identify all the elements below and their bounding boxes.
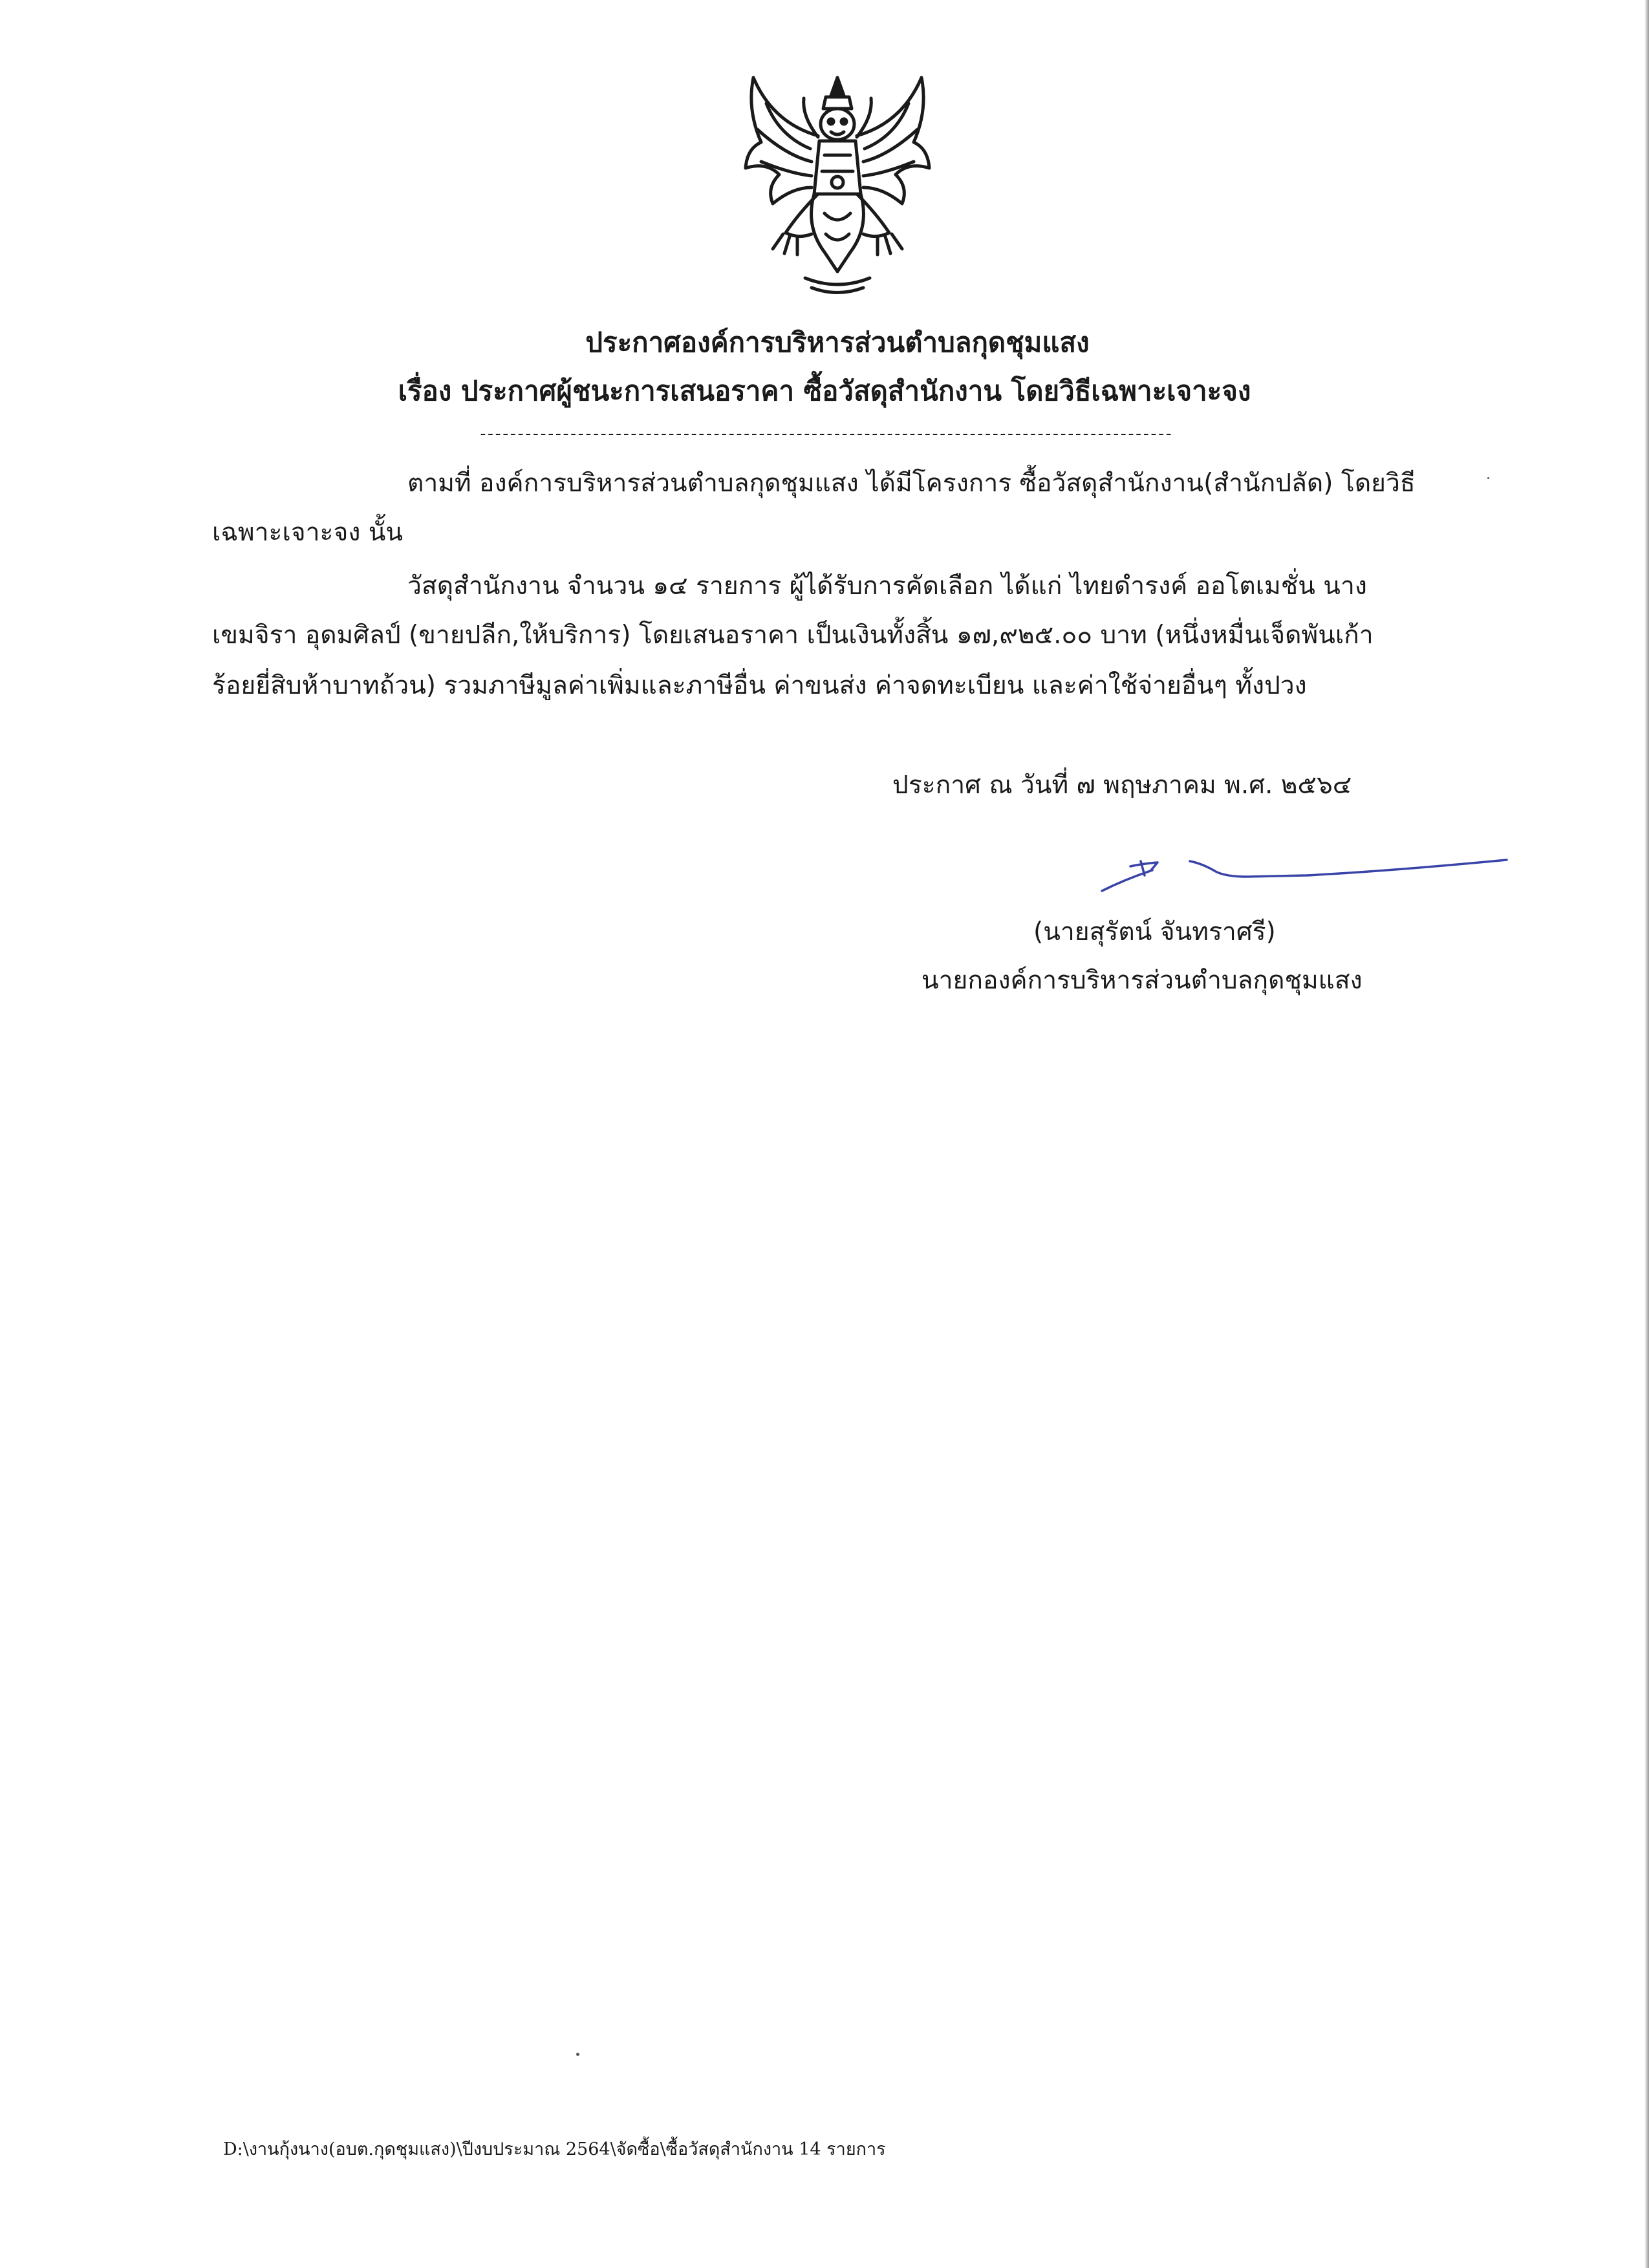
signatory-position: นายกองค์การบริหารส่วนตำบลกุดชุมแสง: [921, 966, 1363, 995]
garuda-emblem-icon: [727, 65, 947, 297]
paragraph-1-line-2: เฉพาะเจาะจง นั้น: [212, 518, 404, 547]
paragraph-1-line-1: ตามที่ องค์การบริหารส่วนตำบลกุดชุมแสง ได้มีโครงการ ซื้อวัสดุสำนักงาน(สำนักปลัด) โดยวิธี: [407, 469, 1416, 498]
announcement-title: ประกาศองค์การบริหารส่วนตำบลกุดชุมแสง: [585, 326, 1090, 358]
scan-speck: [1487, 477, 1489, 479]
paragraph-2-line-2: เขมจิรา อุดมศิลป์ (ขายปลีก,ให้บริการ) โดยเสนอราคา เป็นเงินทั้งสิ้น ๑๗,๙๒๕.๐๐ บาท (หนึ่งหมื่นเจ็ดพันเก้า: [212, 621, 1374, 650]
handwritten-signature: [1093, 847, 1520, 899]
paragraph-2-line-1: วัสดุสำนักงาน จำนวน ๑๔ รายการ ผู้ได้รับการคัดเลือก ได้แก่ ไทยดำรงค์ ออโตเมชั่น นาง: [407, 572, 1367, 601]
scan-speck: [576, 2053, 579, 2056]
paragraph-2-line-3: ร้อยยี่สิบห้าบาทถ้วน) รวมภาษีมูลค่าเพิ่มและภาษีอื่น ค่าขนส่ง ค่าจดทะเบียน และค่าใช้จ่ายอื่นๆ ทั้งปวง: [212, 671, 1307, 700]
signatory-name: (นายสุรัตน์ จันทราศรี): [1033, 917, 1276, 947]
announcement-date: ประกาศ ณ วันที่ ๗ พฤษภาคม พ.ศ. ๒๕๖๔: [892, 771, 1352, 800]
file-path-footer: D:\งานกุ้งนาง(อบต.กุดชุมแสง)\ปีงบประมาณ 2564\จัดซื้อ\ซื้อวัสดุสำนักงาน 14 รายการ: [223, 2139, 886, 2159]
announcement-subject: เรื่อง ประกาศผู้ชนะการเสนอราคา ซื้อวัสดุสำนักงาน โดยวิธีเฉพาะเจาะจง: [398, 375, 1251, 407]
divider-rule: --------------------------------------------------------------------------------------------: [477, 424, 1172, 444]
